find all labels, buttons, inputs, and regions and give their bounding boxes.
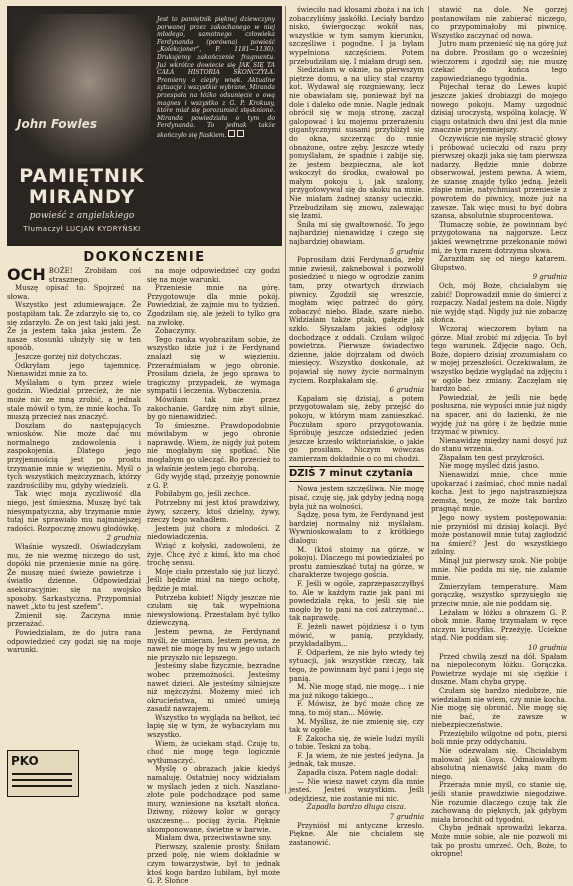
col1-paragraph: Powiedziałam, że do jutra rana odpowiedzieć czy godzi się na moje warunki. xyxy=(7,628,141,655)
reading-time-banner: DZIŚ 7 minut czytania xyxy=(289,466,424,482)
col1-paragraph: Zmienił się. Zaczyna mnie przerażać. xyxy=(7,611,141,629)
book-cover-box xyxy=(7,6,282,246)
col1-paragraph: Doszłam do następujących wniosków. Nie może dać mu normalnego zadowolenia i zaspokojenia. Dlatego jego przyjemnością jest po prostu trzymanie mnie w więzieniu. Myśl o tych wszystkich mężczyznach, którzy zazdrościliby mu, gdyby wiedzieli. xyxy=(7,421,141,490)
ad-stripe xyxy=(12,779,72,781)
cover-translator: Tłumaczył LUCJAN KYDRYŃSKI xyxy=(23,225,141,233)
col2-paragraph: Jestem pewna, że Ferdynand myśli, że umieram. Jestem pewna, że nawet nie mogę by mu w jego ustach nie przyszło nic lepszego. xyxy=(147,627,280,662)
col4-paragraph: Tłumaczę sobie, że powinnam być przygotowana na najgorsze. Lecz jakieś wewnętrzne przekonanie mówi mi, że tym razem dotrzyma słowa. xyxy=(431,220,567,255)
col2-paragraph: Wiem, że uciekam stąd. Czuję to, choć nie mogę tego logicznie wytłumaczyć. xyxy=(147,739,280,765)
col2-paragraph: Wziąć z kołyski, zadowoleni, że żyje. Chcę żyć z kimś, kto ma choć trochę sensu. xyxy=(147,542,280,568)
col4-paragraph: Pojechał teraz do Lewes kupić jeszcze jakieś drobiazgi do mojego nowego pokoju. Mamy uzgodnić dzisiaj uroczystą, wspólną kolację. W ciągu ostatnich dwu dni jest dla mnie znacznie przyjemniejszy. xyxy=(431,83,567,135)
col1-paragraph: Jeszcze gorzej niż dotychczas. xyxy=(15,352,122,361)
col1-paragraph: Myślałam o tym przez wiele godzin. Wiedział przecież, że nie może nic ze mną zrobić, a jednak stale mówił o tym, że mnie kocha. To muszą przecież nas znaczyć. xyxy=(7,378,141,422)
cover-portrait-image xyxy=(13,14,151,164)
entry-date: 10 grudnia xyxy=(528,643,567,652)
col3-paragraph: Poprosiłam dziś Ferdynanda, żeby mnie zwiesił, zaknebował i pozwolił posiedzieć u niego w ogrodzie zanim tam, przy otwartych drzwiach piwnicy. Zgodził się wreszcie, mogłam więc patrzeć do góry, zobaczyć niebo. Blade, szare niebo. Widziałam także ptaki, gałęzie jak szkło. Słyszałam jakieś odgłosy dochodzące z oddali. Czułam wilgoć powietrza. Pierwsze świadectwo dzienne, jakie dojrzałam od dwóch miesięcy. Wszystko doskonale, aż pojawiał się nowy życie normalnym życiem. Rozpłakałam się. xyxy=(289,256,424,385)
col2-paragraph: Tego ranka wyobraziłam sobie, że wszystko idzie już i że Ferdynand znalazł się w więzieniu. Przeraźmiałam w jego obronie. Prosiłam dzieła, że jego sprawa to tragiczny przypadek, że wymaga sympatii i leczenia. Wybaczenia. xyxy=(147,335,280,396)
col3-paragraph: F. Zakocha się, że wiele ludzi myśli o tobie. Teskni za tobą. xyxy=(289,734,424,752)
pko-advertisement xyxy=(7,750,79,797)
col1-opening xyxy=(7,267,141,284)
col2-paragraph: Zobaczymy. xyxy=(155,327,197,336)
drop-cap: OCH xyxy=(7,265,46,284)
cover-blurb xyxy=(157,16,275,140)
col3-paragraph: świeciło nad kłosami zboża i na ich zobaczyliśmy jaskółki. Leciały bardzo nisko, świergocząc wokół nas, wszystkie w tym samym kierunku, szczęśliwe i pogodne. I ja byłam wypełniona szczęściem. Potem przebudziłam się. I miałam drugi sen. xyxy=(289,6,424,66)
col4-paragraph: Przeziębiło wilgotne od potu, piersi boli mnie przy oddychaniu. xyxy=(431,729,567,747)
col4-paragraph: Przed chwilą zeszł na dół. Spałam na niepoleconym łóżku. Gorączka. Powietrze wydaje mi się ciężkie i duszne. Mam chyba grypę. xyxy=(431,652,567,687)
col4-paragraph: Jego nowy system postępowania: nie przyniósł mi dzisiaj kolacji. Być może postanowił mnie tutaj zagłodzić na śmierć? Jest do wszystkiego zdolny. xyxy=(431,514,567,557)
col3-paragraph: M. (ktoś stoimy na górze, w pokoju). Dlaczego mi powiedziałeś po prostu zamieszkać tutaj na górze, w charakterze twojego gościa. xyxy=(289,545,424,580)
col3-paragraph: Sądzę, posa tym, że Ferdynand jest bardziej normalny niż myślałam. Wywnioskowałam to z krótkiego dialogu: xyxy=(289,511,424,546)
col1-paragraph: Właśnie wyszedł. Oświadczyłam mu, że nie wezmę niczego do ust, dopóki nie przeniesie mnie na górę. Że muszę mieć świeże powietrze i światło dzienne. Odpowiedział asekuracyjnie: się na swojsko sposoby. Sarkastyczna. Przypomniał nawet „kto tu jest szefem”. xyxy=(7,543,141,612)
ad-stripe xyxy=(12,785,72,787)
col1-paragraph: Tak więc moja zyczliwość dla niego, jest śmieszna. Muszę być tak niesympatyczna, aby trzymanie mnie tutaj nie sprawiało mu najmniejszej radości. Rozpocznę znowu głodówkę. xyxy=(7,490,141,533)
col2-paragraph: Jestem już chora z młodości. Z niedowiadczenia. xyxy=(147,524,280,542)
col3-paragraph: Kąpałam się dzisiaj, a potem przygotowałam się, żeby przejść do pokoju, w którym mam zamieszkać. Poczułam sporo przygotowania. Spróbuję jeszcze odsiedzieć jeden jeszcze krzesło wiktoriańskie, o jakie go prosiłam. Niczym wówczas zamierzam dokładnie o co mi chodzi. xyxy=(289,394,424,463)
col3-paragraph: Przyniósł mi antyczne krzesło. Piękne. Ale nie chciałem się zastanowić. xyxy=(289,821,424,847)
col4-paragraph: Zmierzyłam temperaturę. Mam gorączkę, wszystko sprzysięgło się przeciw mnie, ale nie poddam się. xyxy=(431,582,567,608)
column-divider xyxy=(428,6,429,794)
col4-paragraph: Chyba jednak sprowadzi lekarza. Może mnie sobie, ale nie pozwoli mi tak po prostu umrzeć. Och, Boże, to okropne! xyxy=(431,824,567,859)
col3-paragraph: Nowa jestem szczęśliwa. Nie mogę pisać, czuję się, jak gdyby jedną nogą była już na wolności. xyxy=(289,485,424,511)
col1-paragraph: Wszystko jest zdumiewające. Że postąpiłam tak. Że zdarzyło się to, co się zdarzyło. Że on jest taki jaki jest. Że ja jestem taka jaka jestem. Że nasze stosunki ułożyły się w ten sposób. xyxy=(7,301,141,353)
col3-paragraph: F. Ja wiem, że nie jesteś jedyna. Ja jednak, tak musze. xyxy=(289,751,424,769)
col4-paragraph: Wczoraj wieczorem byłam na górze. Miał zrobić mi zdjęcia. To był tego warunek. Zdjęcie nago. Och, Boże, dopiero dzisiaj zrozumiałam co w mojej przeszłości. Oczekiwałam, że wszystko będzie wyglądać na zdjęciu i w ogóle bez zmiany. Zaczęłam się bardzo bać. xyxy=(431,324,567,394)
col4-paragraph: Leżałam w łóżku a obrazem G. P. obok mnie. Ramę trzymałam w ręce niczym krucyfiks. Przeżyję. Uciekne stąd. Nie poddam się. xyxy=(431,608,567,643)
col3-paragraph: Śniła mi się gwałtowność. To jego najbardziej nienawidzę i czego się najbardziej obawiam. xyxy=(289,220,424,247)
col2-paragraph: Jesteśmy słabe fizycznie, bezradne wobec przemożności. Jesteśmy nawet dzieci. Ale jesteśmy silniejsze niż mężczyźni. Możemy mieć ich okrucieństwa, ni umieć umieją zasadź nawzajem. xyxy=(147,662,280,714)
col2-paragraph: Pierwszy, szalenie prosty. Śniłam przed polę, nie wiem dokładnie w czym towarzystwie, był to jednak ktoś kogo bardzo lubiłam, był może G. P. Słońce xyxy=(147,842,280,886)
col3-paragraph: F. Jeśli w ogóle, zaprzepaszczyłbyś to. Ale w każdym razie jak pani mi powiedziała ręka, to jeśli się nie mogło by to pani na coś zatrzymać... tak naprawdę. xyxy=(289,580,424,623)
col4-paragraph: Złapałam ten gest przykrości. xyxy=(439,453,545,462)
cover-blurb-text: Jest to pamiętnik pięknej dziewczyny porwanej przez zakochanego w niej młodego, samotnego człowieka Ferdynanda (porówna) powieść „Kolekcjoner”, P. 1181—1130). Drukujemy zakończenie fragmentu. Już wkrótce dowiecie się JAK SIĘ TA CAŁA HISTORIA SKOŃCZYŁA. Promieny o ciepły wnęk. Aktualne sytuacje i wszystkie wybrane, Miranda przespała na łóżko odsunięcie o ową magnes i wszystko z G. P. Krokusy, które miał się porozumieć stęsknione. Miranda powiedziała o tym do Ferdynanda. To jednak także skończyło się fiaskiem. xyxy=(157,16,275,139)
col2-paragraph: To śmieszne. Prawdopodobnie mówiłabym w jego obronie naprawdę. Wiem, że nigdy już potem nie mogłabym się spotkać. Nie mogłabym go ulecząć. Bo przecież to ja właśnie jestem jego chorobą. xyxy=(147,421,280,473)
col3-paragraph: — Nie wiesz nawet czym dla mnie jesteś. Jesteś wszystkim. Jeśli odejdziesz, nie zostanie mi nic. xyxy=(289,777,424,803)
col4-paragraph: Przeraża mnie myśl, co stanie się, jeśli stanie prawdziwie niegodziwe. Nie rozumie dlaczego czuję tak źle zachowaną do pięknych, jak gdybym miała bronchit od tygodni. xyxy=(431,781,567,824)
section-heading: DOKOŃCZENIE xyxy=(83,250,206,265)
col1-paragraph: BOŻE! Zrobiłam coś strasznego. xyxy=(48,267,141,284)
column-4 xyxy=(431,6,567,859)
col4-paragraph: Nienawidzi mnie, chce mnie upokarzać i zaśmiać, choć mnie nadal kocha. Jest to jego najstraszniejsza zemsta, tego, że może tak bardzo pragnąć mnie. xyxy=(431,471,567,514)
col4-paragraph: Nie odezwałam się. Chciałabym malować jak Goya. Odmalowałbym absolutną nienawiść jaką mam do niego. xyxy=(431,747,567,781)
entry-date: 7 grudnia xyxy=(389,813,424,822)
col4-paragraph: Nie mogę myśleć dziś jasno. xyxy=(439,462,540,471)
col4-paragraph: Zaraziłam się od niego katarem. Głupstwo. xyxy=(431,255,567,272)
column-2 xyxy=(147,267,280,886)
col3-paragraph: F. Odparłem, że nie było wtedy tej sytuacji, jak wszystkie rzeczy, tak tego, że powinnam być pani i jego się panią. xyxy=(289,648,424,683)
col3-paragraph: Zapadła cisza. Potem nagle dodał: xyxy=(297,769,419,778)
col4-paragraph: Oczywiście nie myślę stracić głowy i próbować ucieczki od razu przy pierwszej okazji jaka się tam pierwsza nadarzy. Będzie mnie dobrze obserwował, jestem pewna. A wiem, że szansę znajdę tylko jedną. Jeżeli złapie mnie, natychmiast przeniesie z powrotem do piwnicy, może już na zawsze. Tak więc musi to być dobra szansa, absolutnie stuprocentowa. xyxy=(431,134,567,221)
entry-date: 5 grudnia xyxy=(389,247,424,256)
col2-paragraph: Moje ciało przestało się już liczyć. Jeśli będzie miał na niego ochotę, będzie je miał. xyxy=(147,567,280,593)
col3-paragraph: M. Nie mogę stąd, nie mogę... i nie ma już nikogo takiego... xyxy=(289,683,424,700)
col2-paragraph: Potrzebny mi jest ktoś prawdziwy, żywy, szczery, ktoś dzielny, żywy, rzeczy tego wahadłem. xyxy=(147,499,280,525)
entry-date: 9 grudnia xyxy=(532,273,567,282)
col2-paragraph: Mówiłam tak nie przez zakochanie. Gardzę nim zbyt silnie, by go nienawidzieć. xyxy=(147,395,280,422)
col2-paragraph: Gdy wyjdę stąd, przeżyję ponownie z G. P. xyxy=(147,473,280,490)
col4-paragraph: Och, mój Boże, chciałabym się zabić! Doprowadził mnie do śmierci z rozpaczy. Nadal jestem na dole. Nigdy nie wyjdę stąd. Nigdy już nie zobaczę słońca. xyxy=(431,282,567,325)
col2-paragraph: Wszystko to wygląda na bełkot, ieć łapię się w tym, że wybaczyłam mu wszystko. xyxy=(147,713,280,740)
col4-paragraph: Minął już pierwszy szok. Nie pobije mnie. Nie podda mi się, nie zalamie mnie. xyxy=(431,557,567,583)
col2-paragraph: Miałam dwa, przeciwstawne sny. xyxy=(155,834,272,843)
entry-date: 2 grudnia xyxy=(106,534,141,543)
column-divider xyxy=(285,6,286,794)
col2-paragraph: Myślę o obrazach jakie kiedyś namaluję. Ostatniej nocy widziałam w myślach jeden z nich. Naszlano-złote pole podchodzące pod same mury, wzniesione na kształt słońca. Dziwny, różowy kolor w gorący uszczesnę... pociąg życia. Pięknie skomponowane, świetne w barwie. xyxy=(147,765,280,834)
col4-paragraph: Powiedział, że jeśli nie będę posłuszna, nie wypuści mnie już nigdy na spacer, ani do łazienki, że nie wyjdę już na górę i że będzie mnie trzymać w piwnicy. xyxy=(431,393,567,437)
col4-paragraph: stawić na dole. Ne gorzej postanowiłam nie zabierać niczego, co przypominałoby mi piwnicę. Wszystko zaczynać od nowa. xyxy=(431,6,567,40)
column-3 xyxy=(289,6,424,847)
end-square-icon xyxy=(228,130,235,137)
end-square-icon xyxy=(237,130,244,137)
col3-paragraph: F. Jeżeli nawet pójdziesz i o tym mówić, w panią, przykłady, przykładałbym... xyxy=(289,622,424,649)
col2-paragraph: Potrzeba kobiet! Nigdy jeszcze nie czułam się tak wypełniona niewysłowioną. Przestałam być tylko dziewczyną. xyxy=(147,593,280,628)
cover-title: PAMIĘTNIK MIRANDY xyxy=(19,165,145,208)
col3-paragraph: M. Myślisz, że nie zmienię się, czy tak w ogóle. xyxy=(289,717,424,735)
col2-paragraph: Przeniesie mnie na górę. Przygotowuje dla mnie pokój. Powiedział, że zajmie mu to tydzień. Zgodziłam się, ale jeżeli to tylko gra na zwłokę. xyxy=(147,284,280,327)
col1-paragraph: Muszę opisać to. Spojrzeć na słowa. xyxy=(7,284,141,301)
col2-paragraph: Pobiłabym go, jeśli zechce. xyxy=(155,490,251,499)
cover-author: John Fowles xyxy=(17,117,97,131)
col4-paragraph: Czułam się bardzo niedobrze, nie wiedziałam nie wiem, czy mnie kocha. Nie mogę się obronić. Nie mogę się nie bać, że zawsze w niebezpieczeństwie. xyxy=(431,686,567,730)
col4-paragraph: Jutro mam przenieść się na górę już na dobre. Prosiłam go o wcześniej wieczorem i zgodził się; nie muszę czekać do końca tego zapowiedzianego tygodnia. xyxy=(431,40,567,83)
col3-paragraph: Siedziałam w oknie, na pierwszym piętrze domu, a na ulicy stał czarny kot. Wydawał się rozgniewany, lecz nie obawiałam się, ponieważ był na dole i daleko ode mnie. Nagle jednak obrócił się w moją stronę, zaczął galopować i ku mojemu przerażeniu gigantycznymi susami przybliżył się do okna, szczerząc do mnie obnażone, ostre zęby. Jeszcze wtedy pomyślałam, że spadnie i zabije się, że jestem bezpieczna, ale kot wskoczył do środka, cwałował po małym pokoju i, jak szalony, przygotowywał się do skoku na mnie. Nie miałam żadnej szansy ucieczki. Przebudziłam się znowu, zalewając się łzami. xyxy=(289,66,424,221)
entry-date: 6 grudnia xyxy=(389,386,424,395)
col3-paragraph: F. Mówisz, że być może chcę ze mną, to mój stan... Mówię. xyxy=(289,700,424,717)
col4-paragraph: Nienawidzę między nami dosyć już do stanu wrzenia. xyxy=(431,436,567,454)
ad-stripe xyxy=(12,773,72,775)
col2-paragraph: na moje odpowiedzieć czy godzi się na moje warunki. xyxy=(147,267,280,284)
cover-subtitle: powieść z angielskiego xyxy=(29,211,135,221)
column-1 xyxy=(7,267,141,794)
col1-paragraph: Odkryłam jego tajemnicę. Nienawidzi mnie za to. xyxy=(7,361,141,379)
italic-line: Zapadła bardzo długa cisza. xyxy=(306,803,407,812)
pko-logo: PKO xyxy=(11,754,39,768)
